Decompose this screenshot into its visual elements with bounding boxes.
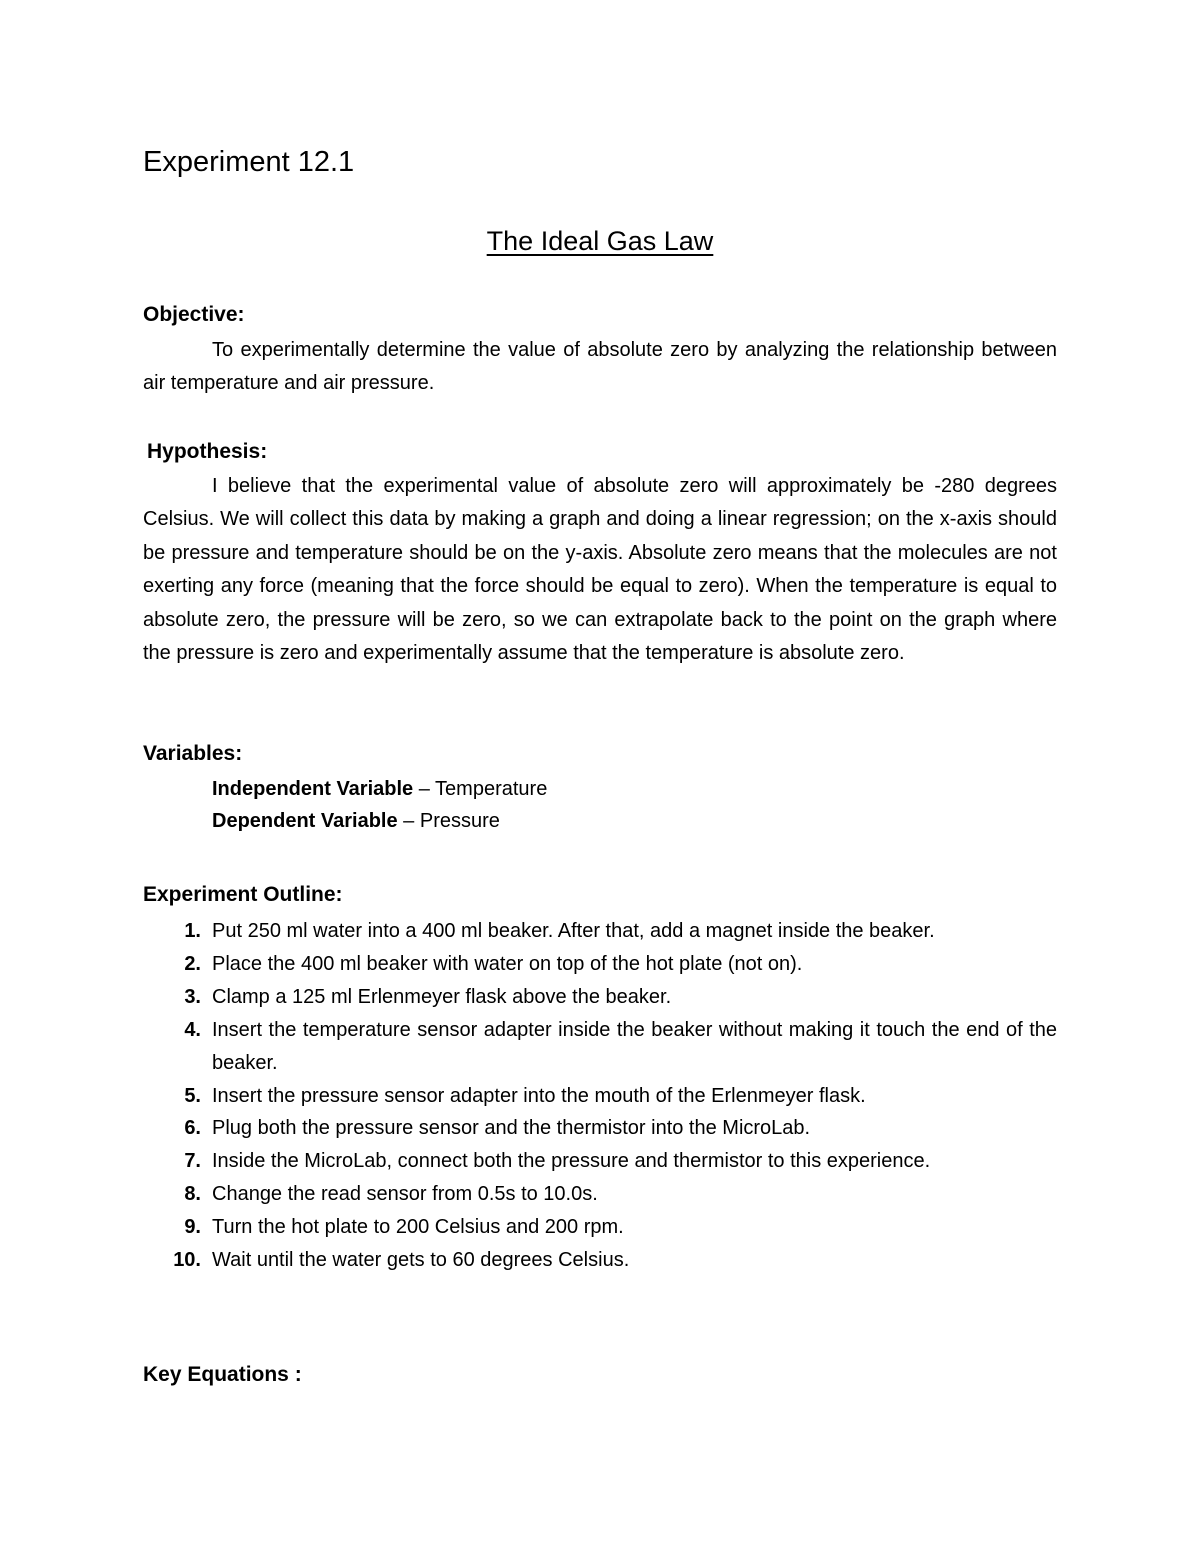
outline-step-10 bbox=[143, 1244, 1057, 1277]
dependent-variable-label: Dependent Variable bbox=[212, 810, 398, 832]
outline-steps bbox=[143, 915, 1057, 1277]
hypothesis-text: I believe that the experimental value of absolute zero will approximately be -280 degrees Celsius. We will collect this data by making a graph and doing a linear regression; on the x-axis should be pressure and temperature should be on the y-axis. Absolute zero means that the molecules are not exerting any force (meaning that the force should be equal to zero). When the temperature is equal to absolute zero, the pressure will be zero, so we can extrapolate back to the point on the graph where the pressure is zero and experimentally assume that the temperature is absolute zero. bbox=[143, 475, 1057, 665]
outline-step-9 bbox=[143, 1211, 1057, 1244]
step-text: Change the read sensor from 0.5s to 10.0s. bbox=[212, 1183, 598, 1206]
outline-step-1 bbox=[143, 915, 1057, 948]
step-text: Place the 400 ml beaker with water on top of the hot plate (not on). bbox=[212, 952, 803, 975]
step-number: 10. bbox=[173, 1249, 201, 1272]
key-equations-heading: Key Equations : bbox=[143, 1363, 302, 1386]
outline-step-7 bbox=[143, 1145, 1057, 1178]
independent-variable-label: Independent Variable bbox=[212, 778, 414, 800]
step-text: Wait until the water gets to 60 degrees Celsius. bbox=[212, 1249, 630, 1272]
independent-variable bbox=[212, 773, 547, 805]
objective-text: To experimentally determine the value of absolute zero by analyzing the relationship between air temperature and air pressure. bbox=[143, 339, 1057, 395]
step-text: Plug both the pressure sensor and the thermistor into the MicroLab. bbox=[212, 1117, 811, 1140]
dependent-variable bbox=[212, 805, 500, 837]
step-number: 1. bbox=[184, 920, 201, 942]
independent-variable-value: – Temperature bbox=[413, 778, 548, 800]
outline-step-8 bbox=[143, 1178, 1057, 1211]
step-number: 7. bbox=[184, 1150, 201, 1173]
document-subtitle-text: The Ideal Gas Law bbox=[486, 226, 714, 256]
step-text: Insert the pressure sensor adapter into the mouth of the Erlenmeyer flask. bbox=[212, 1084, 866, 1107]
step-number: 8. bbox=[184, 1183, 201, 1206]
dependent-variable-value: – Pressure bbox=[397, 810, 500, 832]
outline-step-2 bbox=[143, 948, 1057, 981]
step-text: Insert the temperature sensor adapter inside the beaker without making it touch the end of the beaker. bbox=[212, 1018, 1057, 1074]
step-number: 5. bbox=[184, 1084, 201, 1107]
outline-heading: Experiment Outline: bbox=[143, 883, 343, 906]
objective-heading: Objective: bbox=[143, 303, 245, 326]
step-number: 3. bbox=[184, 985, 201, 1008]
step-text: Inside the MicroLab, connect both the pressure and thermistor to this experience. bbox=[212, 1150, 931, 1173]
step-number: 9. bbox=[184, 1216, 201, 1239]
step-text: Turn the hot plate to 200 Celsius and 200 rpm. bbox=[212, 1216, 624, 1239]
hypothesis-heading: Hypothesis: bbox=[147, 440, 268, 463]
step-text: Put 250 ml water into a 400 ml beaker. After that, add a magnet inside the beaker. bbox=[212, 920, 935, 942]
step-number: 4. bbox=[184, 1018, 201, 1041]
outline-step-6 bbox=[143, 1112, 1057, 1145]
document-title: Experiment 12.1 bbox=[143, 146, 355, 178]
step-number: 2. bbox=[184, 952, 201, 975]
step-number: 6. bbox=[184, 1117, 201, 1140]
outline-step-4 bbox=[143, 1014, 1057, 1080]
step-text: Clamp a 125 ml Erlenmeyer flask above the beaker. bbox=[212, 985, 672, 1008]
outline-step-5 bbox=[143, 1080, 1057, 1113]
outline-step-3 bbox=[143, 981, 1057, 1014]
document-subtitle bbox=[0, 222, 1200, 260]
variables-heading: Variables: bbox=[143, 742, 243, 765]
